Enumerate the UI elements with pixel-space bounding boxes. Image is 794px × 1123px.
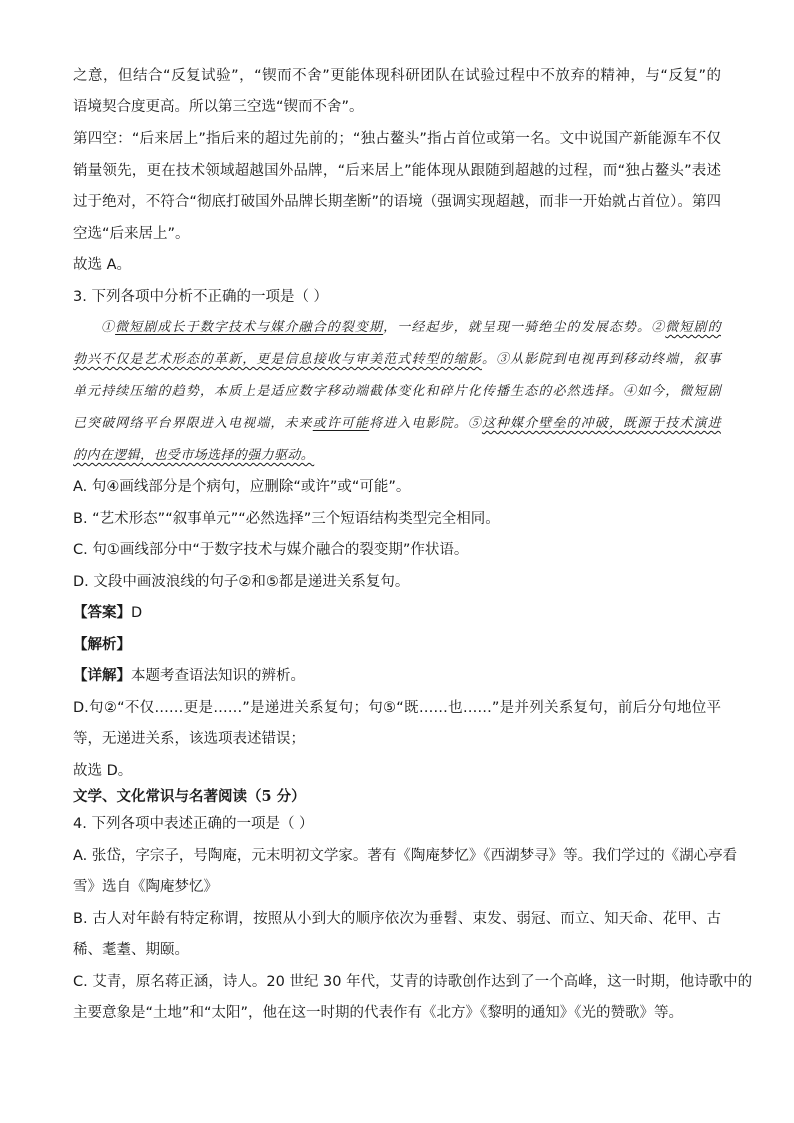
passage-text: ，一经起步，就呈现一骑绝尘的发展态势。② (383, 320, 666, 335)
answer-line (73, 603, 721, 623)
detail-text: 本题考查语法知识的辨析。 (131, 668, 305, 684)
passage-text: 。③从影院到电视再到移动终端，叙事 (481, 352, 721, 367)
passage-text: 已突破网络平台界限进入电视端，未来 (73, 416, 313, 431)
passage-line (101, 318, 721, 338)
option-d: D. 文段中画波浪线的句子②和⑤都是递进关系复句。 (73, 574, 410, 590)
sentence-marker: ① (101, 320, 116, 335)
analysis-label: 【解析】 (73, 637, 131, 653)
wavy-underlined-phrase: 微短剧的 (665, 320, 721, 335)
explanation-line: D.句②“不仅……更是……”是递进关系复句；句⑤“既……也……”是并列关系复句，前后分句地位平 (73, 700, 721, 716)
passage-text: 将进入电影院。⑤ (369, 416, 482, 431)
option-c: C. 句①画线部分中“于数字技术与媒介融合的裂变期”作状语。 (73, 542, 469, 558)
conclusion-line: 故选 D。 (73, 763, 133, 779)
passage-line (73, 446, 721, 466)
wavy-underlined-phrase: 勃兴不仅是艺术形态的革新，更是信息接收与审美范式转型的缩影 (73, 352, 482, 367)
option-a-line: A. 张岱，字宗子，号陶庵，元末明初文学家。著有《陶庵梦忆》《西湖梦寻》等。我们学过的《湖心亭看 (73, 848, 738, 864)
conclusion-line: 故选 A。 (73, 257, 132, 273)
detail-line (73, 666, 721, 686)
wavy-underlined-phrase: 的内在逻辑，也受市场选择的强力驱动。 (73, 448, 315, 463)
passage-line (73, 414, 721, 434)
explanation-line: 等，无递进关系，该选项表述错误； (73, 731, 305, 747)
option-a: A. 句④画线部分是个病句，应删除“或许”或“可能”。 (73, 479, 411, 495)
wavy-underlined-phrase: 这种媒介壁垒的冲破，既源于技术演进 (481, 416, 721, 431)
passage-line (73, 350, 721, 370)
detail-label: 【详解】 (73, 668, 131, 684)
paragraph-line: 销量领先，更在技术领域超越国外品牌，“后来居上”能体现从跟随到超越的过程，而“独占鳌头”表述 (73, 163, 721, 179)
paragraph-line: 第四空：“后来居上”指后来的超过先前的；“独占鳌头”指占首位或第一名。文中说国产新能源车不仅 (73, 131, 721, 147)
option-a-line: 雪》选自《陶庵梦忆》 (73, 879, 218, 895)
underlined-phrase: 或许可能 (312, 416, 370, 431)
question-4-stem: 4. 下列各项中表述正确的一项是（ ） (73, 816, 314, 832)
option-b: B. “艺术形态”“叙事单元”“必然选择”三个短语结构类型完全相同。 (73, 511, 500, 527)
passage-line: 单元持续压缩的趋势，本质上是适应数字移动端截体变化和碎片化传播生态的必然选择。④如今，微短剧 (73, 384, 721, 399)
option-c-line: C. 艾青，原名蒋正涵，诗人。20 世纪 30 年代，艾青的诗歌创作达到了一个高峰，这一时期，他诗歌中的 (73, 974, 753, 990)
paragraph-line: 语境契合度更高。所以第三空选“锲而不舍”。 (73, 99, 364, 115)
option-b-line: B. 古人对年龄有特定称谓，按照从小到大的顺序依次为垂髫、束发、弱冠、而立、知天命、花甲、古 (73, 911, 721, 927)
paragraph-line: 过于绝对，不符合“彻底打破国外品牌长期垄断”的语境（强调实现超越，而非一开始就占首位）。第四 (73, 194, 721, 210)
answer-label: 【答案】 (73, 605, 131, 621)
option-b-line: 稀、耄耋、期颐。 (73, 942, 189, 958)
paragraph-line: 空选“后来居上”。 (73, 226, 190, 242)
section-title: 文学、文化常识与名著阅读（5 分） (73, 788, 306, 805)
answer-value: D (131, 605, 143, 621)
option-c-line: 主要意象是“土地”和“太阳”，他在这一时期的代表作有《北方》《黎明的通知》《光的赞歌》等。 (73, 1005, 684, 1021)
underlined-phrase: 微短剧成长于数字技术与媒介融合的裂变期 (115, 320, 384, 335)
question-3-stem: 3. 下列各项中分析不正确的一项是（ ） (73, 289, 329, 305)
paragraph-line: 之意，但结合“反复试验”，“锲而不舍”更能体现科研团队在试验过程中不放弃的精神，与“反复”的 (73, 68, 721, 84)
